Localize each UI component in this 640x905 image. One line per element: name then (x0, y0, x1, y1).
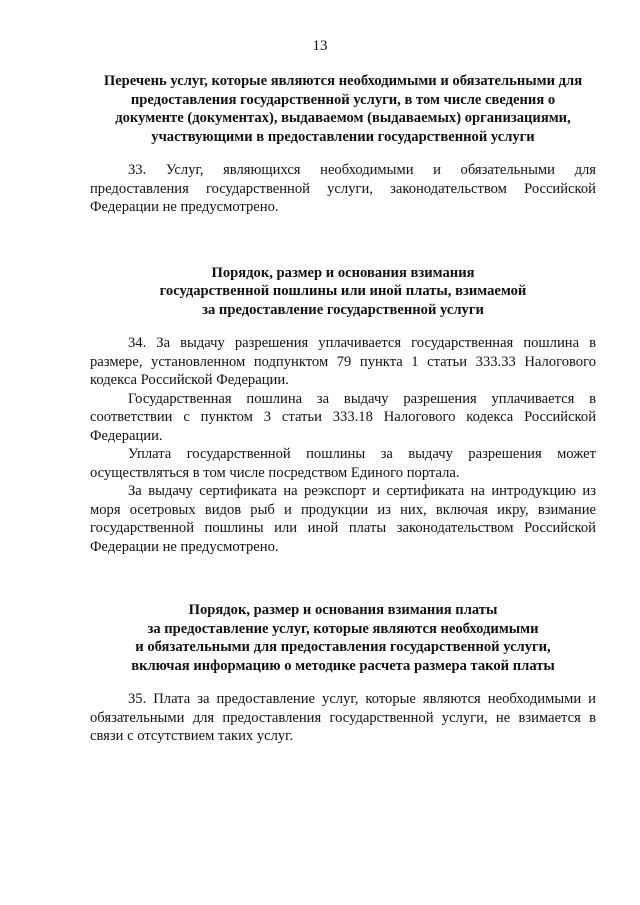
paragraph-35: 35. Плата за предоставление услуг, которые являются необходимыми и обязательными для предоставления государственной услуги, не взимается в связи с отсутствием таких услуг. (90, 691, 596, 744)
paragraph-34-fee-payment: Государственная пошлина за выдачу разрешения уплачивается в соответствии с пунктом 3 статьи 333.18 Налогового кодекса Российской Федерации. (90, 390, 596, 444)
section-heading-services-fee (90, 601, 596, 675)
paragraph-34-certificates: За выдачу сертификата на реэкспорт и сертификата на интродукцию из моря осетровых видов рыб и продукции из них, включая икру, взимание государственной пошлины или иной платы законодательством Российской Федерации не предусмотрено. (90, 483, 596, 555)
heading-line: Порядок, размер и основания взимания платы (188, 602, 498, 618)
heading-line: предоставления государственной услуги, в том числе сведения о (130, 91, 556, 108)
section-heading-state-fee (90, 264, 596, 320)
heading-line: документе (документах), выдаваемом (выдаваемых) организациями, (115, 110, 571, 126)
paragraph-33: 33. Услуг, являющихся необходимыми и обязательными для предоставления государственной услуги, законодательством Российской Федерации не предусмотрено. (90, 162, 596, 215)
heading-line: за предоставление услуг, которые являются необходимыми (147, 620, 539, 637)
heading-line: государственной пошлины или иной платы, взимаемой (159, 283, 527, 299)
heading-line: Перечень услуг, которые являются необходимыми и обязательными для (103, 73, 583, 89)
paragraph-34: 34. За выдачу разрешения уплачивается государственная пошлина в размере, установленном подпунктом 79 пункта 1 статьи 333.33 Налогового кодекса Российской Федерации. (90, 335, 596, 388)
page-number: 13 (312, 38, 328, 54)
heading-line: участвующими в предоставлении государственной услуги (151, 128, 535, 145)
heading-line: включая информацию о методике расчета размера такой платы (131, 657, 555, 674)
heading-line: и обязательными для предоставления государственной услуги, (135, 639, 551, 655)
paragraph-34-portal-payment: Уплата государственной пошлины за выдачу разрешения может осуществляться в том числе посредством Единого портала. (90, 446, 596, 481)
heading-line: за предоставление государственной услуги (202, 301, 484, 318)
section-heading-services-list (90, 72, 596, 146)
heading-line: Порядок, размер и основания взимания (211, 264, 475, 281)
document-body (90, 70, 596, 746)
